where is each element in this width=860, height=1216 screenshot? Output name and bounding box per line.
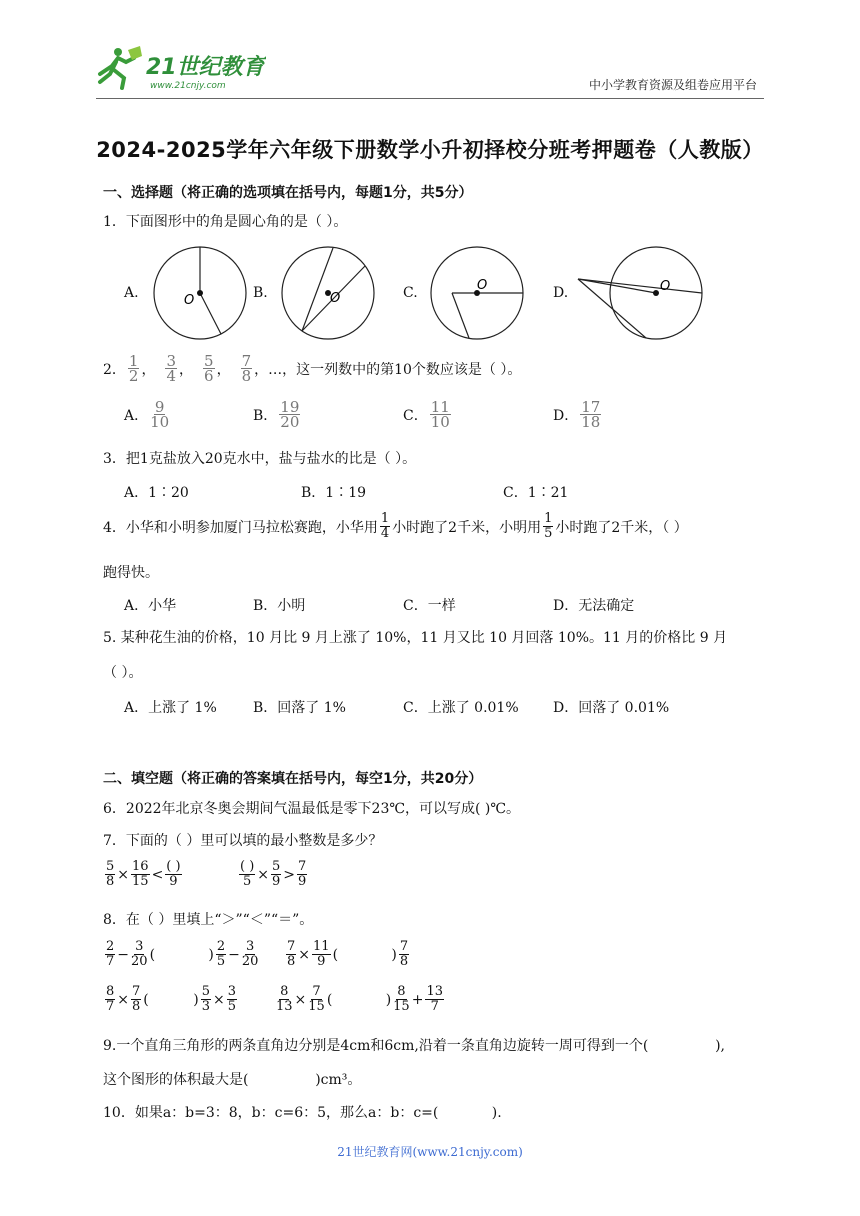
question-9-line-2: 这个图形的体积最大是( )cm³。 <box>103 1072 362 1088</box>
q2-seq-2: $\frac{3}{4}$ <box>166 352 177 385</box>
q2-seq-4: $\frac{7}{8}$ <box>241 352 252 385</box>
q2-option-a: A． $\frac{9}{10}$ <box>124 398 170 431</box>
question-7-text: 7．下面的（ ）里可以填的最小整数是多少？ <box>103 833 383 849</box>
q2-option-d: D． $\frac{17}{18}$ <box>553 398 601 431</box>
question-10-text: 10．如果a：b=3：8，b：c=6：5，那么a：b：c=( ). <box>103 1105 502 1121</box>
q4-option-b: B．小明 <box>253 598 306 614</box>
section-heading-choice: 一、选择题（将正确的选项填在括号内，每题1分，共5分） <box>103 185 473 201</box>
question-3-text: 3．把1克盐放入20克水中，盐与盐水的比是（ ）。 <box>103 451 417 467</box>
logo-url-text: www.21cnjy.com <box>150 81 226 91</box>
q3-option-b: B．1∶19 <box>301 485 367 501</box>
logo-main-text: 21世纪教育 <box>146 55 265 80</box>
q1-figure-d <box>574 244 710 342</box>
q1-option-d-label: D. <box>553 285 569 301</box>
logo <box>96 44 266 94</box>
platform-label: 中小学教育资源及组卷应用平台 <box>588 78 757 92</box>
question-9-line-1: 9.一个直角三角形的两条直角边分别是4cm和6cm,沿着一条直角边旋转一周可得到一个( ), <box>103 1038 725 1054</box>
q3-option-a: A．1∶20 <box>124 485 189 501</box>
question-4-line-1: 4．小华和小明参加厦门马拉松赛跑，小华用 $\frac{1}{4}$ 小时跑了2千米，小明用 $\frac{1}{5}$ 小时跑了2千米，（ ） <box>103 511 688 541</box>
question-4-line-2: 跑得快。 <box>103 565 159 581</box>
q3-option-c: C．1∶21 <box>503 485 569 501</box>
q5-option-b: B．回落了 1% <box>253 700 346 716</box>
question-2: 2． $\frac{1}{2}$ ， $\frac{3}{4}$ ， $\frac{5}{6}$ ， $\frac{7}{8}$ ，…，这一列数中的第10个数应该是（ ）。 <box>103 352 522 385</box>
q5-option-d: D．回落了 0.01% <box>553 700 670 716</box>
runner-logo-icon <box>100 46 142 88</box>
question-5-line-2: （ ）。 <box>103 665 143 681</box>
q8-comparison-3: $\frac{8}{7}$ × $\frac{7}{8}$ ( ) $\frac{5}{3}$ × $\frac{3}{5}$ <box>106 984 237 1014</box>
q2-option-b: B． $\frac{19}{20}$ <box>253 398 300 431</box>
section-heading-fill: 二、填空题（将正确的答案填在括号内，每空1分，共20分） <box>103 771 483 787</box>
q8-comparison-2: $\frac{7}{8}$ × $\frac{11}{9}$ ( ) $\frac{7}{8}$ <box>287 939 409 969</box>
q2-seq-1: $\frac{1}{2}$ <box>128 352 139 385</box>
header-divider <box>96 98 764 99</box>
q1-figure-b <box>276 244 380 342</box>
question-5-line-1: 5. 某种花生油的价格，10 月比 9 月上涨了 10%，11 月又比 10 月回落 10%。11 月的价格比 9 月 <box>103 630 728 646</box>
q1-option-c-label: C. <box>403 285 418 301</box>
q1-option-a-label: A. <box>124 285 139 301</box>
q1-b-center-label: O <box>330 291 341 306</box>
q1-option-b-label: B. <box>253 285 268 301</box>
q7-expression-2: $\frac{( )}{5}$ × $\frac{5}{9}$ > $\frac{7}{9}$ <box>240 859 307 889</box>
q1-c-center-label: O <box>477 278 488 293</box>
q8-comparison-4: $\frac{8}{13}$ × $\frac{7}{15}$ ( ) $\frac{8}{15}$ + $\frac{13}{7}$ <box>276 984 443 1014</box>
q5-option-a: A．上涨了 1% <box>124 700 217 716</box>
question-6-text: 6．2022年北京冬奥会期间气温最低是零下23℃，可以写成( )℃。 <box>103 801 521 817</box>
q1-d-center-label: O <box>660 279 671 294</box>
q2-seq-3: $\frac{5}{6}$ <box>204 352 214 385</box>
q5-option-c: C．上涨了 0.01% <box>403 700 519 716</box>
q8-comparison-1: $\frac{2}{7}$ − $\frac{3}{20}$ ( ) $\frac{2}{5}$ − $\frac{3}{20}$ <box>106 939 259 969</box>
question-8-text: 8．在（ ）里填上“＞”“＜”“＝”。 <box>103 912 314 928</box>
q1-a-center-label: O <box>184 293 195 308</box>
q1-figure-a <box>148 244 252 342</box>
question-1-text: 1．下面图形中的角是圆心角的是（ ）。 <box>103 214 348 230</box>
page-title: 2024-2025学年六年级下册数学小升初择校分班考押题卷（人教版） <box>96 138 764 162</box>
q4-option-a: A．小华 <box>124 598 177 614</box>
q4-option-c: C．一样 <box>403 598 456 614</box>
q2-option-c: C． $\frac{11}{10}$ <box>403 398 450 431</box>
q1-figure-c <box>425 244 529 342</box>
footer-link[interactable]: 21世纪教育网(www.21cnjy.com) <box>337 1145 523 1159</box>
q4-option-d: D．无法确定 <box>553 598 635 614</box>
q7-expression-1: $\frac{5}{8}$ × $\frac{16}{15}$ < $\frac{( )}{9}$ <box>106 859 181 889</box>
